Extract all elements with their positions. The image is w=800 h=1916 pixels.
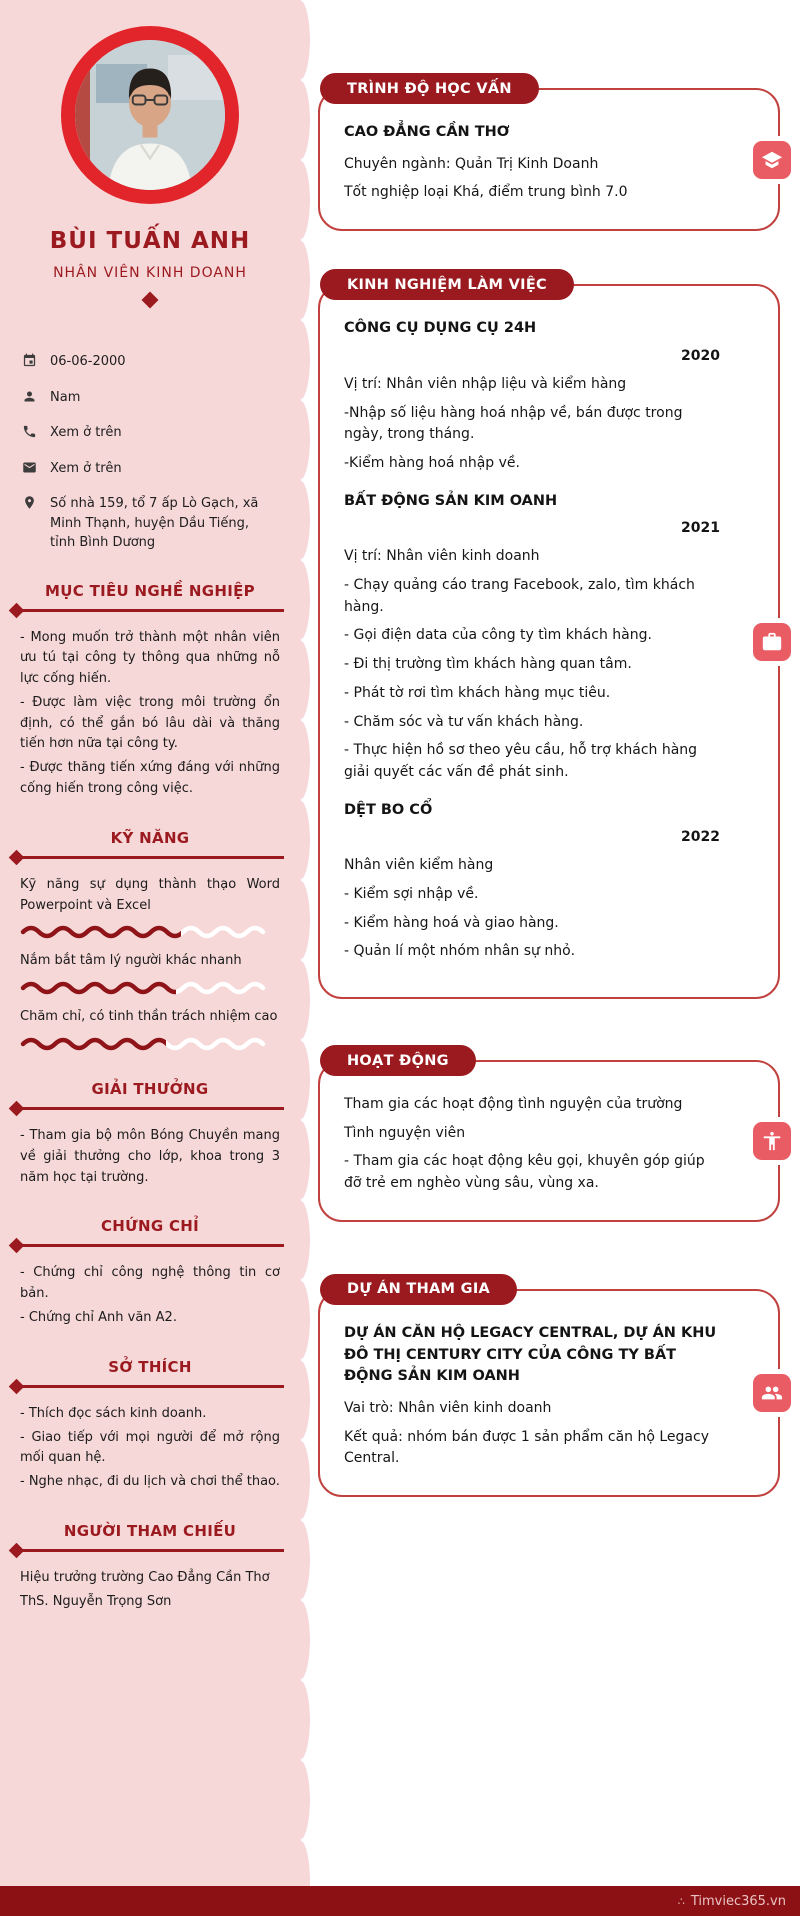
section-certificates-header (16, 1216, 284, 1247)
section-certificates (0, 1216, 300, 1328)
skill-level-fill (20, 924, 181, 939)
objective-line: - Được thăng tiến xứng đáng với những cống hiến trong công việc. (20, 760, 280, 797)
location-icon (22, 495, 38, 511)
section-experience (318, 269, 780, 999)
hobby-line: - Thích đọc sách kinh doanh. (20, 1405, 207, 1421)
job-line: -Kiểm hàng hoá nhập về. (344, 454, 520, 471)
contact-phone (22, 423, 278, 443)
footer-logo-icon: ∴ (677, 1894, 685, 1908)
section-hobbies-header (16, 1357, 284, 1388)
section-objective-body (0, 612, 300, 800)
diamond-divider (142, 292, 159, 309)
section-awards-header (16, 1079, 284, 1110)
section-awards-body (0, 1110, 300, 1188)
reference-line: Hiệu trưởng trường Cao Đẳng Cần Thơ (20, 1570, 270, 1586)
graduation-cap-icon (753, 141, 791, 179)
company-name: CÔNG CỤ DỤNG CỤ 24H (344, 320, 537, 337)
award-line: - Tham gia bộ môn Bóng Chuyền mang về giải thưởng cho lớp, khoa trong 3 năm học tại trường. (20, 1128, 280, 1185)
job-year: 2020 (681, 347, 720, 364)
objective-line: - Mong muốn trở thành một nhân viên ưu tú tại công ty thông qua những nỗ lực cống hiến. (20, 629, 280, 687)
certificate-line: - Chứng chỉ công nghệ thông tin cơ bản. (20, 1265, 280, 1302)
volunteer-person-icon (753, 1122, 791, 1160)
skill-level-squiggle (20, 924, 272, 939)
section-experience-pill: KINH NGHIỆM LÀM VIỆC (320, 269, 574, 300)
section-experience-box (318, 284, 780, 999)
contact-birthdate (22, 352, 278, 372)
profile-photo-illustration (75, 40, 225, 190)
section-skills-header (16, 828, 284, 859)
scalloped-edge-decoration (300, 0, 310, 1886)
job-line: Vị trí: Nhân viên nhập liệu và kiểm hàng (344, 375, 627, 392)
job-line: - Kiểm sợi nhập về. (344, 886, 479, 902)
section-hobbies-body (0, 1388, 300, 1493)
main-content (318, 0, 780, 1497)
section-certificates-body (0, 1247, 300, 1328)
section-education-box (318, 88, 780, 231)
section-education-pill: TRÌNH ĐỘ HỌC VẤN (320, 73, 539, 104)
skill-label: Nắm bắt tâm lý người khác nhanh (20, 953, 242, 969)
contact-text: Số nhà 159, tổ 7 ấp Lò Gạch, xã Minh Thạnh, huyện Dầu Tiếng, tỉnh Bình Dương (50, 496, 259, 550)
objective-line: - Được làm việc trong môi trường ổn định, có thể gắn bó lâu dài và thăng tiến hơn nữa tại công ty. (20, 694, 280, 752)
section-title: MỤC TIÊU NGHỀ NGHIỆP (45, 581, 255, 600)
section-projects-pill: DỰ ÁN THAM GIA (320, 1274, 517, 1305)
project-line: Kết quả: nhóm bán được 1 sản phẩm căn hộ Legacy Central. (344, 1428, 709, 1467)
reference-line: ThS. Nguyễn Trọng Sơn (20, 1593, 172, 1609)
job-line: - Đi thị trường tìm khách hàng quan tâm. (344, 656, 632, 673)
section-objective (0, 581, 300, 800)
section-activities (318, 1045, 780, 1222)
calendar-icon (22, 353, 38, 369)
left-sidebar (0, 0, 300, 1886)
contact-email (22, 459, 278, 479)
team-icon (753, 1374, 791, 1412)
briefcase-icon (753, 623, 791, 661)
job-entry (344, 800, 720, 964)
section-hobbies (0, 1357, 300, 1493)
skill-label: Kỹ năng sự dụng thành thạo Word Powerpoint và Excel (20, 876, 280, 913)
job-line: Vị trí: Nhân viên kinh doanh (344, 548, 540, 565)
section-title: SỞ THÍCH (108, 1357, 192, 1376)
job-year: 2022 (681, 829, 720, 846)
skill-level-squiggle (20, 980, 272, 995)
contact-text: Nam (50, 389, 81, 405)
section-awards (0, 1079, 300, 1188)
activity-line: Tham gia các hoạt động tình nguyện của trường (344, 1096, 683, 1113)
section-title: GIẢI THƯỞNG (91, 1080, 209, 1099)
footer-bar (0, 1886, 800, 1916)
candidate-name: BÙI TUẤN ANH (49, 228, 251, 254)
contact-text: Xem ở trên (50, 425, 122, 440)
footer-brand: Timviec365.vn (690, 1893, 786, 1909)
job-line: - Chạy quảng cáo trang Facebook, zalo, tìm khách hàng. (344, 577, 695, 615)
hobby-line: - Nghe nhạc, đi du lịch và chơi thể thao. (20, 1474, 280, 1490)
education-line: Tốt nghiệp loại Khá, điểm trung bình 7.0 (344, 184, 628, 201)
company-name: DỆT BO CỔ (344, 801, 433, 818)
company-name: BẤT ĐỘNG SẢN KIM OANH (344, 492, 558, 509)
email-icon (22, 460, 38, 476)
skill-item (20, 1007, 280, 1051)
hobby-line: - Giao tiếp với mọi người để mở rộng mối quan hệ. (20, 1429, 280, 1466)
contact-list (0, 352, 300, 553)
user-icon (22, 389, 38, 405)
activity-line: - Tham gia các hoạt động kêu gọi, khuyên góp giúp đỡ trẻ em nghèo vùng sâu, vùng xa. (344, 1153, 705, 1192)
job-line: Nhân viên kiểm hàng (344, 857, 494, 874)
candidate-title: NHÂN VIÊN KINH DOANH (53, 265, 247, 281)
section-skills (0, 828, 300, 1051)
phone-icon (22, 424, 38, 440)
section-projects-box (318, 1289, 780, 1497)
section-skills-body (0, 859, 300, 1051)
school-name: CAO ĐẲNG CẦN THƠ (344, 124, 510, 140)
skill-level-fill (20, 1036, 166, 1051)
skill-level-squiggle (20, 1036, 272, 1051)
section-activities-pill: HOẠT ĐỘNG (320, 1045, 476, 1076)
job-line: - Thực hiện hồ sơ theo yêu cầu, hỗ trợ khách hàng giải quyết các vấn đề phát sinh. (344, 742, 698, 780)
job-line: - Kiểm hàng hoá và giao hàng. (344, 914, 559, 931)
skill-level-fill (20, 980, 176, 995)
job-line: -Nhập số liệu hàng hoá nhập về, bán được trong ngày, trong tháng. (344, 404, 683, 443)
certificate-line: - Chứng chỉ Anh văn A2. (20, 1310, 177, 1326)
job-line: - Phát tờ rơi tìm khách hàng mục tiêu. (344, 684, 611, 701)
project-heading: DỰ ÁN CĂN HỘ LEGACY CENTRAL, DỰ ÁN KHU ĐÔ THỊ CENTURY CITY CỦA CÔNG TY BẤT ĐỘNG SẢN KIM OANH (344, 1324, 717, 1385)
skill-item (20, 875, 280, 940)
contact-gender (22, 388, 278, 408)
contact-address (22, 494, 278, 553)
contact-text: 06-06-2000 (50, 354, 126, 369)
section-title: KỸ NĂNG (110, 828, 190, 847)
activity-line: Tình nguyện viên (344, 1124, 466, 1141)
section-title: CHỨNG CHỈ (100, 1217, 200, 1236)
job-line: - Gọi điện data của công ty tìm khách hàng. (344, 627, 652, 644)
job-entry (344, 491, 720, 784)
contact-text: Xem ở trên (50, 460, 122, 476)
photo-ring (61, 26, 239, 204)
section-education (318, 73, 780, 231)
job-line: - Quản lí một nhóm nhân sự nhỏ. (344, 943, 576, 960)
job-year: 2021 (681, 520, 720, 537)
education-line: Chuyên ngành: Quản Trị Kinh Doanh (344, 155, 599, 172)
section-objective-header (16, 581, 284, 612)
section-references (0, 1521, 300, 1613)
section-activities-box (318, 1060, 780, 1222)
skill-label: Chăm chỉ, có tinh thần trách nhiệm cao (20, 1009, 278, 1025)
section-references-header (16, 1521, 284, 1552)
section-projects (318, 1274, 780, 1497)
job-line: - Chăm sóc và tư vấn khách hàng. (344, 713, 584, 730)
section-references-body (0, 1552, 300, 1613)
skill-item (20, 951, 280, 995)
section-title: NGƯỜI THAM CHIẾU (63, 1522, 237, 1541)
project-line: Vai trò: Nhân viên kinh doanh (344, 1400, 552, 1417)
job-entry (344, 318, 720, 475)
profile-photo (75, 40, 225, 190)
